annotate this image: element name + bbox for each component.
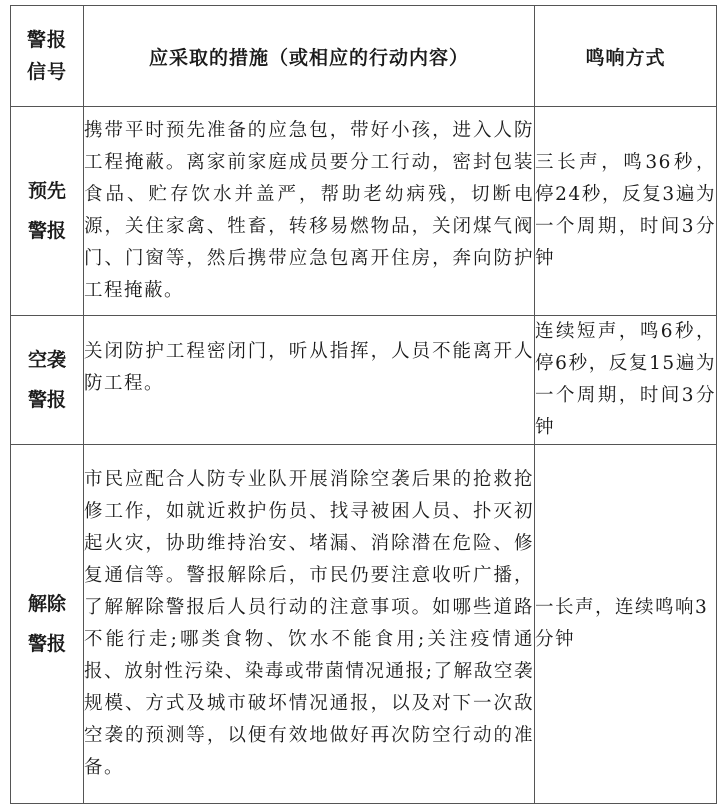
signal-cell bbox=[11, 107, 84, 316]
table-row bbox=[11, 316, 717, 445]
sound-cell: 一长声，连续鸣响3分钟 bbox=[535, 445, 717, 804]
sound-cell: 三长声，鸣36秒，停24秒，反复3遍为一个周期，时间3分钟 bbox=[535, 107, 717, 316]
signal-label: 预先警报 bbox=[27, 180, 66, 242]
air-raid-alarm-table bbox=[10, 5, 717, 804]
table-row bbox=[11, 445, 717, 804]
table-row bbox=[11, 107, 717, 316]
header-signal-label: 警报信号 bbox=[27, 29, 68, 83]
signal-label: 空袭警报 bbox=[27, 349, 66, 411]
measures-cell: 关闭防护工程密闭门，听从指挥，人员不能离开人防工程。 bbox=[84, 316, 535, 445]
sound-cell: 连续短声，鸣6秒，停6秒，反复15遍为一个周期，时间3分钟 bbox=[535, 316, 717, 445]
signal-label: 解除警报 bbox=[27, 593, 66, 655]
signal-cell bbox=[11, 316, 84, 445]
header-row bbox=[11, 6, 717, 107]
header-signal bbox=[11, 6, 84, 107]
measures-cell: 市民应配合人防专业队开展消除空袭后果的抢救抢修工作，如就近救护伤员、找寻被困人员、扑灭初起火灾，协助维持治安、堵漏、消除潜在危险、修复通信等。警报解除后，市民仍要注意收听广播，了解解除警报后人员行动的注意事项。如哪些道路不能行走;哪类食物、饮水不能食用;关注疫情通报、放射性污染、染毒或带菌情况通报;了解敌空袭规模、方式及城市破坏情况通报，以及对下一次敌空袭的预测等，以便有效地做好再次防空行动的准备。 bbox=[84, 445, 535, 804]
measures-cell: 携带平时预先准备的应急包，带好小孩，进入人防工程掩蔽。离家前家庭成员要分工行动，密封包装食品、贮存饮水并盖严，帮助老幼病残，切断电源，关住家禽、牲畜，转移易燃物品，关闭煤气阀门、门窗等，然后携带应急包离开住房，奔向防护工程掩蔽。 bbox=[84, 107, 535, 316]
header-measures: 应采取的措施（或相应的行动内容） bbox=[84, 6, 535, 107]
signal-cell bbox=[11, 445, 84, 804]
header-sound: 鸣响方式 bbox=[535, 6, 717, 107]
